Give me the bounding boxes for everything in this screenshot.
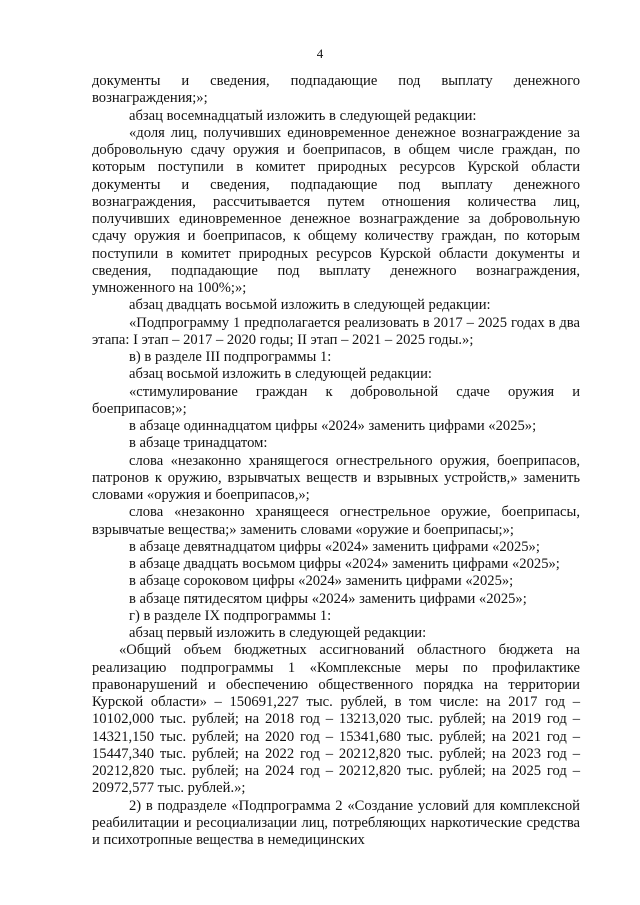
document-body [92, 73, 580, 849]
paragraph: в абзаце девятнадцатом цифры «2024» заменить цифрами «2025»; [129, 538, 540, 555]
paragraph: г) в разделе IX подпрограммы 1: [129, 607, 332, 624]
paragraph: «стимулирование граждан к добровольной сдаче оружия и боеприпасов;»; [92, 383, 580, 417]
paragraph: абзац восемнадцатый изложить в следующей редакции: [129, 107, 477, 124]
paragraph: абзац первый изложить в следующей редакции: [129, 625, 427, 641]
paragraph: в абзаце двадцать восьмом цифры «2024» заменить цифрами «2025»; [129, 556, 560, 572]
paragraph: в) в разделе III подпрограммы 1: [129, 349, 332, 365]
paragraph: в абзаце пятидесятом цифры «2024» заменить цифрами «2025»; [129, 590, 527, 607]
page-number: 4 [316, 46, 324, 61]
paragraph: абзац двадцать восьмой изложить в следующей редакции: [129, 297, 491, 314]
paragraph: абзац восьмой изложить в следующей редакции: [129, 366, 432, 383]
paragraph: в абзаце тринадцатом: [129, 435, 268, 452]
paragraph: «Подпрограмму 1 предполагается реализовать в 2017 – 2025 годах в два этапа: I этап – 2017 – 2020 годы; II этап – 2021 – 2025 годы.»; [92, 314, 580, 348]
paragraph: 2) в подразделе «Подпрограмма 2 «Создание условий для комплексной реабилитации и ресоциализации лиц, потребляющих наркотические средства и психотропные вещества в немедицинских [92, 797, 580, 848]
paragraph: слова «незаконно хранящегося огнестрельного оружия, боеприпасов, патронов к оружию, взрывчатых веществ и взрывных устройств,» заменить словами «оружия и боеприпасов,»; [92, 452, 580, 503]
paragraph: слова «незаконно хранящееся огнестрельное оружие, боеприпасы, взрывчатые вещества;» заменить словами «оружие и боеприпасы;»; [92, 504, 580, 538]
paragraph: в абзаце одиннадцатом цифры «2024» заменить цифрами «2025»; [129, 418, 537, 434]
paragraph: в абзаце сороковом цифры «2024» заменить цифрами «2025»; [129, 573, 514, 590]
paragraph: документы и сведения, подпадающие под выплату денежного вознаграждения;»; [92, 73, 580, 107]
paragraph: «Общий объем бюджетных ассигнований областного бюджета на реализацию подпрограммы 1 «Комплексные меры по профилактике правонарушений и обеспечению общественного порядка на территории Курской области» – 150691,227 тыс. рублей, в том числе: на 2017 год – 10102,000 тыс. рублей; на 2018 год – 13213,020 тыс. рублей; на 2019 год – 14321,150 тыс. рублей; на 2020 год – 15341,680 тыс. рублей; на 2021 год – 15447,340 тыс. рублей; на 2022 год – 20212,820 тыс. рублей; на 2023 год – 20212,820 тыс. рублей; на 2024 год – 20212,820 тыс. рублей; на 2025 год – 20972,577 тыс. рублей.»; [92, 642, 580, 797]
paragraph: «доля лиц, получивших единовременное денежное вознаграждение за добровольную сдачу оружия и боеприпасов, в общем числе граждан, по которым поступили в комитет природных ресурсов Курской области документы и сведения, подпадающие под выплату денежного вознаграждения, рассчитывается путем отношения количества лиц, получивших единовременное денежное вознаграждение за добровольную сдачу оружия и боеприпасов, к общему количеству граждан, по которым поступили в комитет природных ресурсов Курской области документы и сведения, подпадающие под выплату денежного вознаграждения, умноженного на 100%;»; [92, 124, 580, 296]
